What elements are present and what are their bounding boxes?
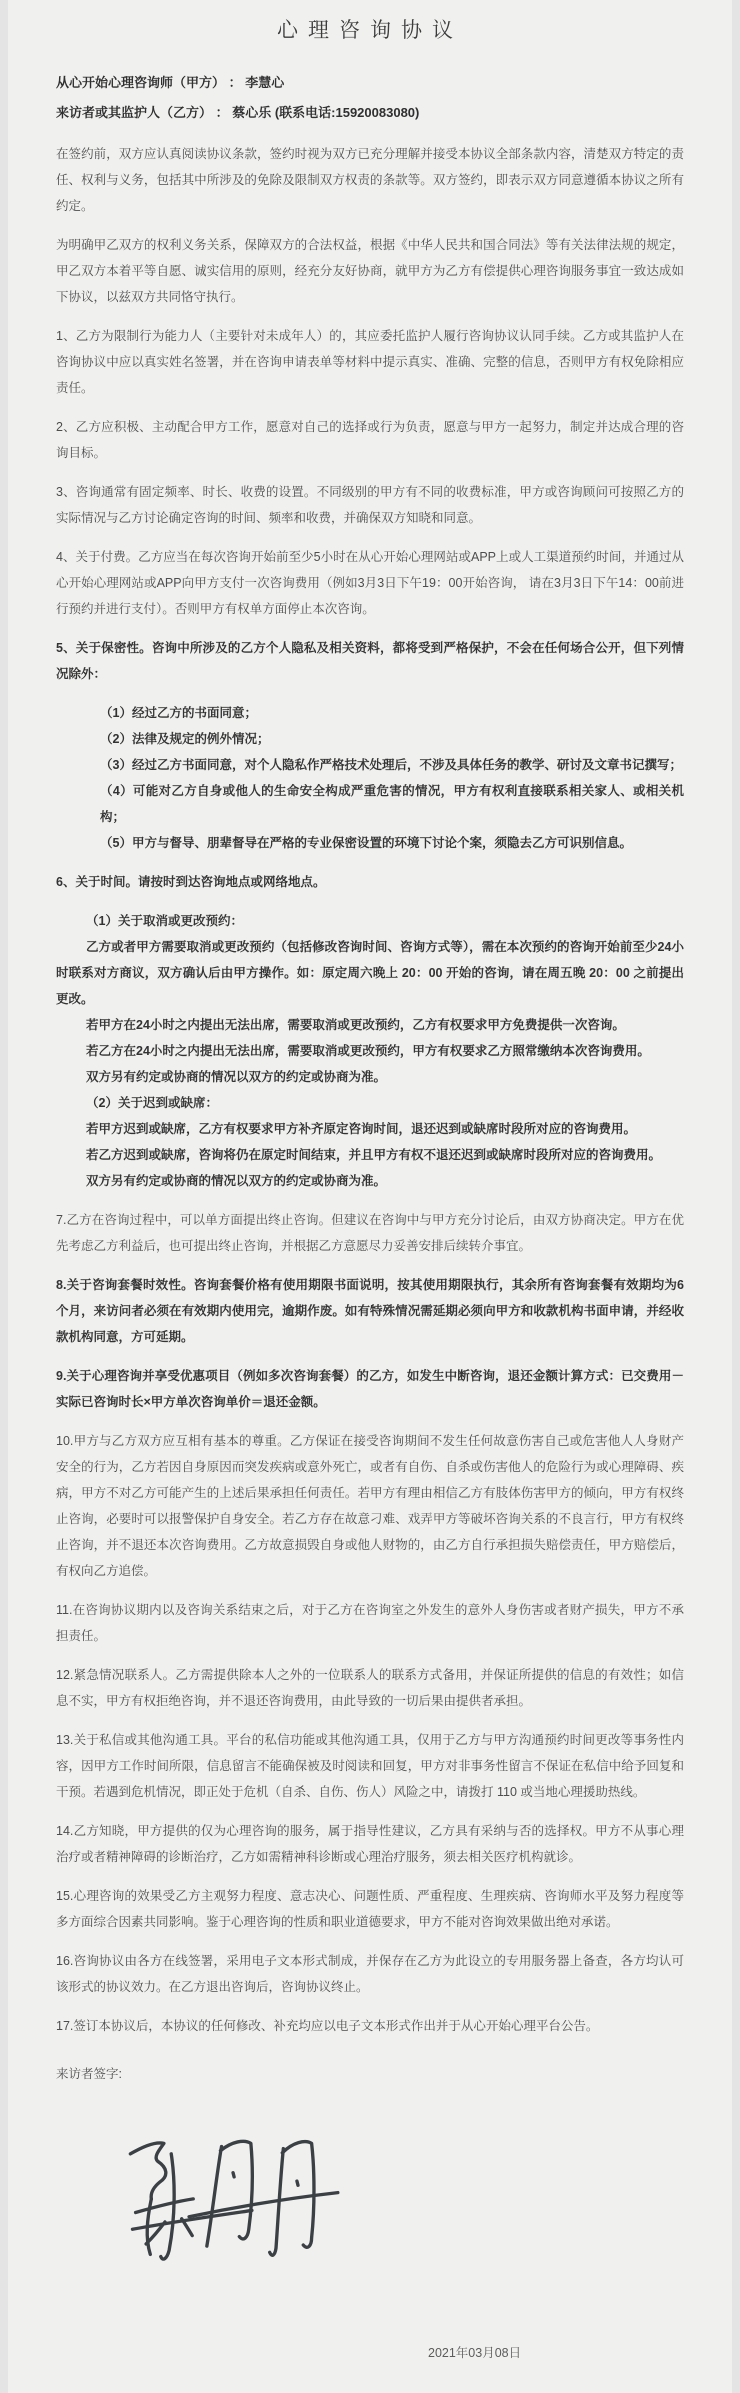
visitor-signature: [122, 2131, 342, 2271]
clause-paragraph: 双方另有约定或协商的情况以双方的约定或协商为准。: [86, 1070, 387, 1084]
clause-paragraph: 10.甲方与乙方双方应互相有基本的尊重。乙方保证在接受咨询期间不发生任何故意伤害自己或危害他人人身财产安全的行为，乙方若因自身原因而突发疾病或意外死亡，或者有自伤、自杀或伤害他人的危险行为或心理障碍、疾病，甲方不对乙方可能产生的上述后果承担任何责任。若甲方有理由相信乙方有肢体伤害甲方的倾向，甲方有权终止咨询，必要时可以报警保护自身安全。若乙方存在故意刁难、戏弄甲方等破坏咨询关系的不良言行，甲方有权终止咨询，并不退还本次咨询费用。乙方故意损毁自身或他人财物的，由乙方自行承担损失赔偿责任，甲方赔偿后，有权向乙方追偿。: [56, 1434, 684, 1578]
clause-paragraph: 3、咨询通常有固定频率、时长、收费的设置。不同级别的甲方有不同的收费标准，甲方或咨询顾问可按照乙方的实际情况与乙方讨论确定咨询的时间、频率和收费，并确保双方知晓和同意。: [56, 485, 684, 525]
clause-paragraph: 双方另有约定或协商的情况以双方的约定或协商为准。: [86, 1174, 387, 1188]
clause-paragraph: 15.心理咨询的效果受乙方主观努力程度、意志决心、问题性质、严重程度、生理疾病、咨询师水平及努力程度等多方面综合因素共同影响。鉴于心理咨询的性质和职业道德要求，甲方不能对咨询效果做出绝对承诺。: [56, 1889, 684, 1929]
clause-paragraph: （1）经过乙方的书面同意；: [100, 706, 257, 720]
clause-paragraph: 2、乙方应积极、主动配合甲方工作，愿意对自己的选择或行为负责，愿意与甲方一起努力，制定并达成合理的咨询目标。: [56, 420, 684, 460]
signature-label: 来访者签字:: [56, 2067, 122, 2081]
signing-date: 2021年03月08日: [428, 2346, 522, 2360]
document-title: 心理咨询协议: [277, 19, 463, 42]
clause-paragraph: （3）经过乙方书面同意，对个人隐私作严格技术处理后，不涉及具体任务的教学、研讨及文章书记撰写；: [100, 758, 682, 772]
clause-paragraph: 若乙方迟到或缺席，咨询将仍在原定时间结束，并且甲方有权不退还迟到或缺席时段所对应的咨询费用。: [86, 1148, 662, 1162]
clause-paragraph: 5、关于保密性。咨询中所涉及的乙方个人隐私及相关资料，都将受到严格保护，不会在任何场合公开，但下列情况除外：: [56, 641, 684, 681]
clause-paragraph: 若甲方迟到或缺席，乙方有权要求甲方补齐原定咨询时间，退还迟到或缺席时段所对应的咨询费用。: [86, 1122, 637, 1136]
clause-paragraph: （2）关于迟到或缺席：: [86, 1096, 218, 1110]
clause-paragraph: 17.签订本协议后，本协议的任何修改、补充均应以电子文本形式作出并于从心开始心理平台公告。: [56, 2019, 599, 2033]
clause-paragraph: 乙方或者甲方需要取消或更改预约（包括修改咨询时间、咨询方式等），需在本次预约的咨询开始前至少24小时联系对方商议，双方确认后由甲方操作。如：原定周六晚上 20：00 开始的咨询，请在周五晚 20：00 之前提出更改。: [56, 940, 684, 1006]
clause-paragraph: 若乙方在24小时之内提出无法出席，需要取消或更改预约，甲方有权要求乙方照常缴纳本次咨询费用。: [86, 1044, 650, 1058]
clause-paragraph: 13.关于私信或其他沟通工具。平台的私信功能或其他沟通工具，仅用于乙方与甲方沟通预约时间更改等事务性内容，因甲方工作时间所限，信息留言不能确保被及时阅读和回复，甲方对非事务性留言不保证在私信中给予回复和干预。若遇到危机情况，即正处于危机（自杀、自伤、伤人）风险之中，请拨打 110 或当地心理援助热线。: [56, 1733, 684, 1799]
party-a-line: 从心开始心理咨询师（甲方） ： 李慧心: [56, 75, 285, 90]
clause-paragraph: （5）甲方与督导、朋辈督导在严格的专业保密设置的环境下讨论个案，须隐去乙方可识别信息。: [100, 836, 632, 850]
clause-paragraph: 11.在咨询协议期内以及咨询关系结束之后，对于乙方在咨询室之外发生的意外人身伤害或者财产损失，甲方不承担责任。: [56, 1603, 684, 1643]
clause-paragraph: 8.关于咨询套餐时效性。咨询套餐价格有使用期限书面说明，按其使用期限执行，其余所有咨询套餐有效期均为6个月，来访问者必须在有效期内使用完，逾期作废。如有特殊情况需延期必须向甲方和收款机构书面申请，并经收款机构同意，方可延期。: [56, 1278, 684, 1344]
agreement-document: [8, 0, 732, 2393]
clause-paragraph: 6、关于时间。请按时到达咨询地点或网络地点。: [56, 875, 326, 889]
clause-paragraph: 14.乙方知晓，甲方提供的仅为心理咨询的服务，属于指导性建议，乙方具有采纳与否的选择权。甲方不从事心理治疗或者精神障碍的诊断治疗，乙方如需精神科诊断或心理治疗服务，须去相关医疗机构就诊。: [56, 1824, 684, 1864]
clause-paragraph: 12.紧急情况联系人。乙方需提供除本人之外的一位联系人的联系方式备用，并保证所提供的信息的有效性；如信息不实，甲方有权拒绝咨询，并不退还咨询费用，由此导致的一切后果由提供者承担。: [56, 1668, 684, 1708]
clause-paragraph: 为明确甲乙双方的权利义务关系，保障双方的合法权益，根据《中华人民共和国合同法》等有关法律法规的规定，甲乙双方本着平等自愿、诚实信用的原则，经充分友好协商，就甲方为乙方有偿提供心理咨询服务事宜一致达成如下协议，以兹双方共同恪守执行。: [56, 238, 684, 304]
clause-paragraph: （4）可能对乙方自身或他人的生命安全构成严重危害的情况，甲方有权利直接联系相关家人、或相关机构；: [100, 784, 684, 824]
clause-paragraph: 若甲方在24小时之内提出无法出席，需要取消或更改预约，乙方有权要求甲方免费提供一次咨询。: [86, 1018, 625, 1032]
clause-paragraph: （1）关于取消或更改预约：: [86, 914, 243, 928]
party-b-line: 来访者或其监护人（乙方） ： 蔡心乐 (联系电话:15920083080): [56, 105, 420, 120]
clause-paragraph: 7.乙方在咨询过程中，可以单方面提出终止咨询。但建议在咨询中与甲方充分讨论后，由双方协商决定。甲方在优先考虑乙方利益后，也可提出终止咨询，并根据乙方意愿尽力妥善安排后续转介事宜。: [56, 1213, 684, 1253]
clause-paragraph: （2）法律及规定的例外情况；: [100, 732, 270, 746]
clause-paragraph: 4、关于付费。乙方应当在每次咨询开始前至少5小时在从心开始心理网站或APP上或人工渠道预约时间，并通过从心开始心理网站或APP向甲方支付一次咨询费用（例如3月3日下午19：00开始咨询， 请在3月3日下午14：00前进行预约并进行支付）。否则甲方有权单方面停止本次咨询。: [56, 550, 684, 616]
clause-paragraph: 在签约前，双方应认真阅读协议条款，签约时视为双方已充分理解并接受本协议全部条款内容，清楚双方特定的责任、权利与义务，包括其中所涉及的免除及限制双方权责的条款等。双方签约，即表示双方同意遵循本协议之所有约定。: [56, 147, 684, 213]
clause-paragraph: 1、乙方为限制行为能力人（主要针对未成年人）的，其应委托监护人履行咨询协议认同手续。乙方或其监护人在咨询协议中应以真实姓名签署，并在咨询申请表单等材料中提示真实、准确、完整的信息，否则甲方有权免除相应责任。: [56, 329, 684, 395]
agreement-body: [56, 141, 684, 2039]
clause-paragraph: 9.关于心理咨询并享受优惠项目（例如多次咨询套餐）的乙方，如发生中断咨询，退还金额计算方式：已交费用－实际已咨询时长×甲方单次咨询单价＝退还金额。: [56, 1369, 684, 1409]
clause-paragraph: 16.咨询协议由各方在线签署，采用电子文本形式制成，并保存在乙方为此设立的专用服务器上备查，各方均认可该形式的协议效力。在乙方退出咨询后，咨询协议终止。: [56, 1954, 684, 1994]
signature-handwriting-icon: [122, 2131, 342, 2271]
